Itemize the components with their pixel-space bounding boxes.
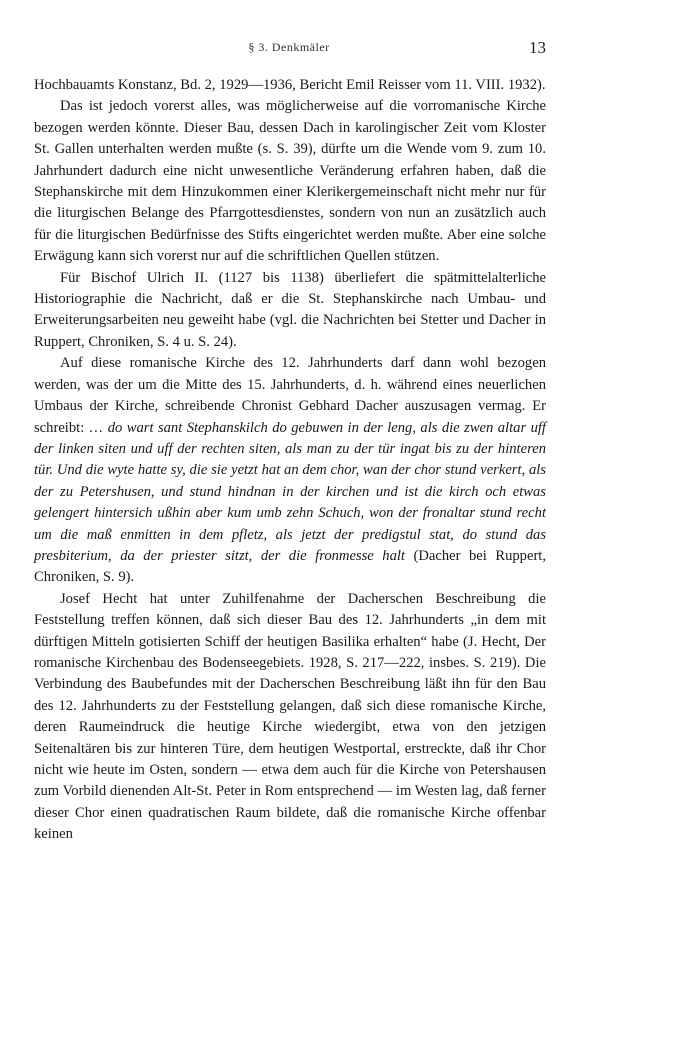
paragraph-4 bbox=[34, 353, 546, 588]
page-number: 13 bbox=[529, 38, 546, 57]
paragraph-4-intro: Auf diese romanische Kirche des 12. Jahrhunderts darf dann wohl bezogen werden, was der um die Mitte des 15. Jahrhunderts, d. h. während eines neuerlichen Umbaus der Kirche, schreibende Chronist Gebhard Dacher auszusagen vermag. Er schreibt: … bbox=[34, 355, 546, 436]
running-title: § 3. Denkmäler bbox=[248, 40, 330, 54]
dacher-quote: do wart sant Stephanskilch do gebuwen in der leng, als die zwen altar uff der linken siten und uff der rechten siten, als man zu der tür ingat bis zu der hinteren tür. Und die wyte hatte sy, die sie yetzt hat an dem chor, wan der chor stund verkert, als der zu Petershusen, und stund hindnan in der kirchen und ist die kirch och etwas gelengert hintersich ußhin aber kum umb zehn Schuch, won der fronaltar stund recht um die maß enmitten in dem pfletz, als jetzt der predigstul stat, do stund das presbiterium, da der priester sitzt, der die fronmesse halt bbox=[34, 419, 546, 564]
body-text bbox=[34, 75, 546, 846]
paragraph-4-citation: (Dacher bei Ruppert, Chroniken, S. 9). bbox=[34, 547, 547, 586]
paragraph-5: Josef Hecht hat unter Zuhilfenahme der Dacherschen Beschreibung die Feststellung treffen können, daß sich dieser Bau des 12. Jahrhunderts „in dem mit dürftigen Mitteln gotisierten Schiff der heutigen Basilika erhalten“ habe (J. Hecht, Der romanische Kirchenbau des Bodenseegebiets. 1928, S. 217—222, insbes. S. 219). Die Verbindung des Baubefundes mit der Dacherschen Beschreibung läßt ihn für den Bau des 12. Jahrhunderts zu der Feststellung gelangen, daß sich diese romanische Kirche, deren Raumeindruck die heutige Kirche wiedergibt, etwa von den jetzigen Seitenaltären bis zur hinteren Türe, dem heutigen Westportal, erstreckte, daß ihr Chor nicht wie heute im Osten, sondern — etwa dem auch für die Kirche von Petershausen zum Vorbild dienenden Alt-St. Peter in Rom entsprechend — im Westen lag, daß ferner dieser Chor einen quadratischen Raum bildete, daß die romanische Kirche offenbar keinen bbox=[34, 590, 546, 843]
paragraph-1: Hochbauamts Konstanz, Bd. 2, 1929—1936, Bericht Emil Reisser vom 11. VIII. 1932). bbox=[34, 77, 546, 93]
paragraph-2: Das ist jedoch vorerst alles, was möglicherweise auf die vorromanische Kirche bezogen werden könnte. Dieser Bau, dessen Dach in karolingischer Zeit vom Kloster St. Gallen unterhalten werden mußte (s. S. 39), dürfte um die Wende vom 9. zum 10. Jahrhundert dadurch eine nicht unwesentliche Veränderung erfahren haben, daß die Stephanskirche mit dem Hinzukommen einer Klerikergemeinschaft nicht mehr nur für die liturgischen Belange des Pfarrgottesdienstes, sondern von nun an zusätzlich auch für die liturgischen Bedürfnisse des Stifts eingerichtet werden mußte. Aber eine solche Erwägung kann sich vorerst nur auf die schriftlichen Quellen stützen. bbox=[34, 98, 546, 265]
paragraph-3: Für Bischof Ulrich II. (1127 bis 1138) überliefert die spätmittelalterliche Historiographie die Nachricht, daß er die St. Stephanskirche nach Umbau- und Erweiterungsarbeiten neu geweiht habe (vgl. die Nachrichten bei Stetter und Dacher in Ruppert, Chroniken, S. 4 u. S. 24). bbox=[34, 269, 546, 350]
